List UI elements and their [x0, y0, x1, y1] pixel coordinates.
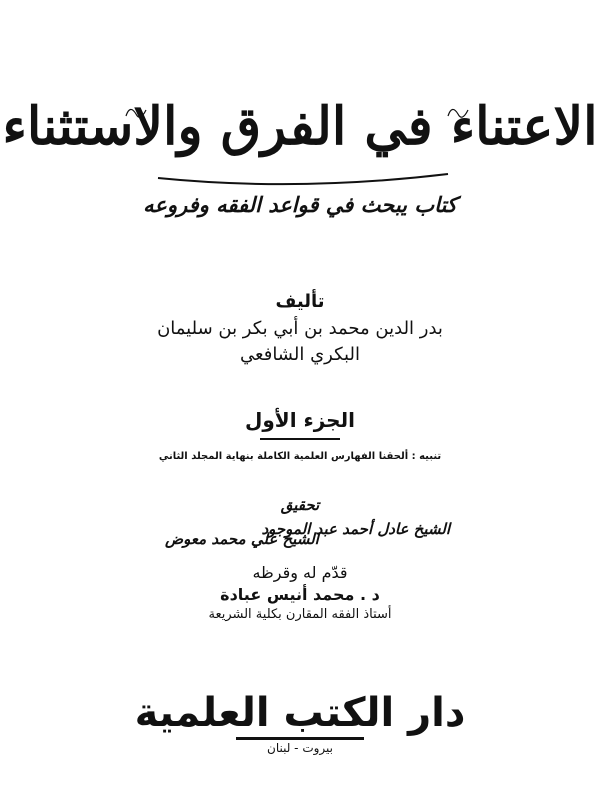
author-name: بدر الدين محمد بن أبي بكر بن سليمان [157, 318, 443, 339]
introducer-title: أستاذ الفقه المقارن بكلية الشريعة [208, 607, 392, 622]
publisher-underline [236, 737, 364, 740]
author-nisba: البكري الشافعي [240, 344, 360, 365]
volume-label: الجزء الأول [245, 408, 355, 432]
book-subtitle: كتاب يبحث في قواعد الفقه وفروعه [143, 192, 457, 217]
volume-underline [260, 438, 340, 440]
editing-label: تحقيق [280, 496, 320, 514]
book-title: الاعتناء في الفرق والاستثناء [2, 96, 598, 157]
editor-name-2: الشيخ علي محمد معوض [165, 530, 319, 548]
publisher-logo-text: دار الكتب العلمية [134, 690, 466, 736]
introducer-name: د . محمد أنيس عبادة [220, 585, 380, 604]
editor-name-1: الشيخ عادل أحمد عبد الموجود [261, 520, 450, 538]
author-label: تأليف [275, 291, 325, 312]
introduction-label: قدّم له وقرظه [252, 563, 348, 582]
publisher-city: بيروت - لبنان [267, 741, 333, 755]
index-note: تنبيه : ألحقنا الفهارس العلمية الكاملة بنهاية المجلد الثاني [158, 451, 442, 462]
